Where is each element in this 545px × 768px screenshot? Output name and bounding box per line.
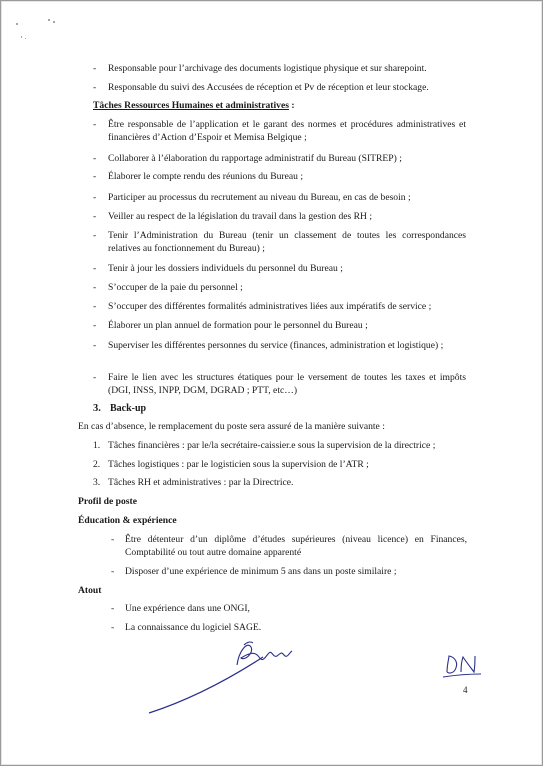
hr-item: Faire le lien avec les structures étatiques pour le versement de toutes les taxes et impôts (DGI, INSS, INPP, DGM, DGRAD ; PTT, etc…) [108, 372, 466, 396]
hr-item: S’occuper de la paie du personnel ; [108, 282, 243, 293]
hr-item: Veiller au respect de la législation du travail dans la gestion des RH ; [108, 211, 373, 222]
bullet-dash: - [111, 622, 115, 633]
backup-heading: Back-up [110, 403, 147, 414]
initials-mark [1, 1, 544, 767]
hr-item: Participer au processus du recrutement au niveau du Bureau, en cas de besoin ; [108, 192, 411, 203]
bullet-dash: - [93, 320, 97, 331]
logistics-item: Responsable du suivi des Accusées de réception et Pv de réception et leur stockage. [108, 82, 429, 93]
bullet-dash: - [93, 82, 97, 93]
hr-item: Être responsable de l’application et le garant des normes et procédures administratives et financières d’Action d’Espoir et Memisa Belgique ; [108, 119, 466, 143]
bullet-dash: - [93, 372, 97, 383]
bullet-dash: - [93, 340, 97, 351]
education-item: Disposer d’une expérience de minimum 5 ans dans un poste similaire ; [125, 566, 397, 577]
bullet-dash: - [93, 282, 97, 293]
backup-item: Tâches logistiques : par le logisticien sous la supervision de l’ATR ; [108, 459, 369, 470]
backup-item-number: 3. [93, 477, 101, 488]
bullet-dash: - [111, 534, 115, 545]
bullet-dash: - [93, 63, 97, 74]
backup-intro: En cas d’absence, le remplacement du poste sera assuré de la manière suivante : [78, 421, 385, 432]
profile-heading: Profil de poste [78, 496, 137, 507]
atout-item: Une expérience dans une ONGI, [125, 603, 250, 614]
education-heading: Éducation & expérience [78, 515, 177, 526]
backup-item: Tâches RH et administratives : par la Directrice. [108, 477, 294, 488]
bullet-dash: - [93, 230, 97, 241]
backup-item: Tâches financières : par le/la secrétaire-caissier.e sous la supervision de la directrice ; [108, 440, 436, 451]
backup-item-number: 2. [93, 459, 101, 470]
hr-item: Élaborer un plan annuel de formation pour le personnel du Bureau ; [108, 320, 368, 331]
hr-item: Superviser les différentes personnes du service (finances, administration et logistique) ; [108, 340, 444, 351]
bullet-dash: - [93, 301, 97, 312]
education-item: Être détenteur d’un diplôme d’études supérieures (niveau licence) en Finances, Comptabilité ou tout autre domaine apparenté [125, 534, 467, 558]
page-number: 4 [463, 685, 468, 695]
bullet-dash: - [93, 171, 97, 182]
bullet-dash: - [111, 603, 115, 614]
bullet-dash: - [111, 566, 115, 577]
backup-number: 3. [93, 403, 101, 414]
hr-item: Collaborer à l’élaboration du rapportage administratif du Bureau (SITREP) ; [108, 153, 402, 164]
atout-item: La connaissance du logiciel SAGE. [125, 622, 262, 633]
hr-heading-colon: : [288, 100, 295, 111]
hr-heading-text: Tâches Ressources Humaines et administratives [93, 100, 289, 111]
bullet-dash: - [93, 211, 97, 222]
hr-item: Élaborer le compte rendu des réunions du Bureau ; [108, 171, 304, 182]
bullet-dash: - [93, 119, 97, 130]
atout-heading: Atout [78, 585, 102, 596]
bullet-dash: - [93, 192, 97, 203]
hr-item: Tenir l’Administration du Bureau (tenir un classement de toutes les correspondances relatives au fonctionnement du Bureau) ; [108, 230, 466, 254]
logistics-item: Responsable pour l’archivage des documents logistique physique et sur sharepoint. [108, 63, 427, 74]
bullet-dash: - [93, 263, 97, 274]
backup-item-number: 1. [93, 440, 101, 451]
hr-item: Tenir à jour les dossiers individuels du personnel du Bureau ; [108, 263, 343, 274]
bullet-dash: - [93, 153, 97, 164]
hr-item: S’occuper des différentes formalités administratives liées aux impératifs de service ; [108, 301, 432, 312]
